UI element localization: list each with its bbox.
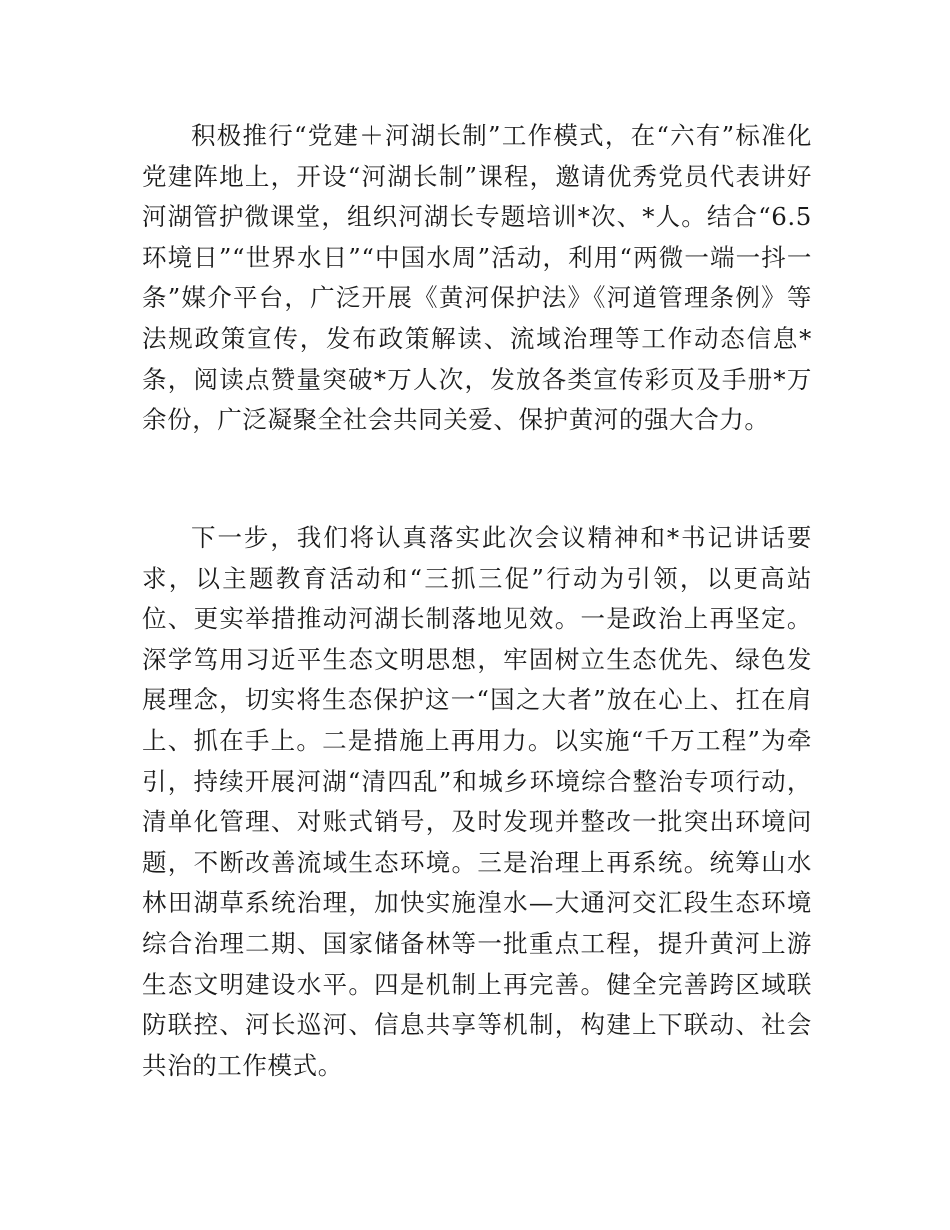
paragraph-2-block xyxy=(142,518,812,1086)
paragraph-1: 积极推行“党建＋河湖长制”工作模式，在“六有”标准化党建阵地上，开设“河湖长制”课程，邀请优秀党员代表讲好河湖管护微课堂，组织河湖长专题培训*次、*人。结合“6.5环境日”“世界水日”“中国水周”活动，利用“两微一端一抖一条”媒介平台，广泛开展《黄河保护法》《河道管理条例》等法规政策宣传，发布政策解读、流域治理等工作动态信息*条，阅读点赞量突破*万人次，发放各类宣传彩页及手册*万余份，广泛凝聚全社会共同关爱、保护黄河的强大合力。 xyxy=(142,121,812,435)
paragraph-1-block xyxy=(142,116,812,441)
paragraph-2: 下一步，我们将认真落实此次会议精神和*书记讲话要求，以主题教育活动和“三抓三促”行动为引领，以更高站位、更实举措推动河湖长制落地见效。一是政治上再坚定。深学笃用习近平生态文明思想，牢固树立生态优先、绿色发展理念，切实将生态保护这一“国之大者”放在心上、扛在肩上、抓在手上。二是措施上再用力。以实施“千万工程”为牵引，持续开展河湖“清四乱”和城乡环境综合整治专项行动，清单化管理、对账式销号，及时发现并整改一批突出环境问题，不断改善流域生态环境。三是治理上再系统。统筹山水林田湖草系统治理，加快实施湟水—大通河交汇段生态环境综合治理二期、国家储备林等一批重点工程，提升黄河上游生态文明建设水平。四是机制上再完善。健全完善跨区域联防联控、河长巡河、信息共享等机制，构建上下联动、社会共治的工作模式。 xyxy=(142,523,812,1080)
